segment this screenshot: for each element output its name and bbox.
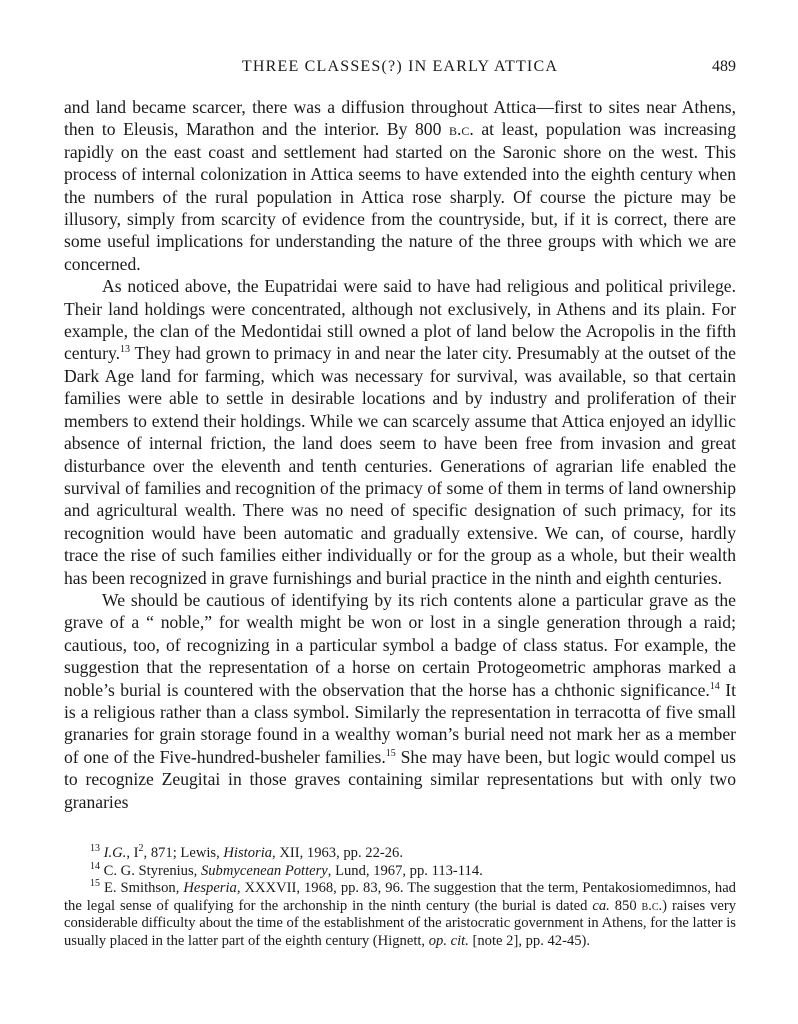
footnote-15-b: Hesperia [183,880,237,897]
footnote-15 [64,880,736,950]
era-abbrev: b.c. [448,119,474,140]
footnote-15-a: E. Smithson, [100,880,184,897]
body-text [64,96,736,813]
footnote-ref-15[interactable]: 15 [385,747,396,759]
paragraph-2 [64,275,736,589]
page-number: 489 [712,58,736,75]
footnote-14 [64,860,736,881]
paragraph-1 [64,96,736,275]
footnote-15-c: , XXXVII, 1968, pp. 83, 96. The suggestion that the term, Pentakosiomedimnos, had the legal sense of qualifying for the archonship in the ninth century (the burial is dated [64,880,736,914]
paragraph-1-text-a: and land became scarcer, there was a diffusion throughout Attica—first to sites near Athens, then to Eleusis, Marathon and the interior. By 800 [64,97,736,140]
footnote-13-d: Historia [223,845,273,861]
footnotes [64,845,736,951]
footnote-13-e: , XII, 1963, pp. 22-26. [272,845,403,861]
page-header [64,58,736,82]
footnote-13-a: I.G. [103,845,127,861]
footnote-15-d: ca. [592,897,610,914]
footnote-15-i: [note 2], pp. 42-45). [468,932,591,949]
footnote-13-number: 13 [90,843,100,855]
paragraph-3-text-a: We should be cautious of identifying by its rich contents alone a particular grave as the grave of a “ noble,” for wealth might be won or lost in a single generation through a raid; cautious, too, of recognizing in a particular symbol a badge of class status. For example, the suggestion that the representation of a horse on certain Protogeometric amphoras marked a noble’s burial is countered with the observation that the horse has a chthonic significance. [64,589,736,700]
paragraph-1-text-b: at least, population was increasing rapidly on the east coast and settlement had started on the Saronic shore on the west. This process of internal colonization in Attica seems to have extended into the eighth century when the numbers of the rural population in Attica rose sharply. Of course the picture may be illusory, simply from scarcity of evidence from the countryside, but, if it is correct, there are some useful implications for understanding the nature of the three groups with which we are concerned. [64,119,736,274]
footnote-13-sup: 2 [138,843,144,855]
paragraph-3-text-b: It is a religious rather than a class symbol. Similarly the representation in terracotta of five small granaries for grain storage found in a wealthy woman’s burial need not mark her as a member of one of the Five-hundred-busheler families. [64,679,736,767]
paragraph-3-text-c: She may have been, but logic would compel us to recognize Zeugitai in those graves containing similar representations but with only two granaries [64,746,736,812]
footnote-13-b: , I [126,845,139,861]
footnote-13 [64,845,736,863]
footnote-15-h: op. cit. [428,932,469,949]
footnote-14-a: C. G. Styrenius, [100,862,201,879]
paragraph-3 [64,589,736,813]
footnote-14-c: , Lund, 1967, pp. 113-114. [327,862,483,879]
footnote-13-c: , 871; Lewis, [143,845,224,861]
footnote-15-number: 15 [90,878,100,890]
running-head: THREE CLASSES(?) IN EARLY ATTICA [241,58,559,75]
footnote-14-b: Submycenean Pottery [200,862,328,879]
footnote-ref-13[interactable]: 13 [120,344,131,356]
paragraph-2-text-a: As noticed above, the Eupatridai were said to have had religious and political privilege. Their land holdings were concentrated, although not exclusively, in Athens and its plain. For example, the clan of the Medontidai still owned a plot of land below the Acropolis in the fifth century. [64,276,736,364]
footnote-ref-14[interactable]: 14 [709,680,720,692]
footnote-14-number: 14 [90,860,100,872]
footnote-15-f: b.c. [641,897,663,914]
paragraph-2-text-b: They had grown to primacy in and near the later city. Presumably at the outset of the Dark Age land for farming, which was necessary for survival, was available, so that certain families were able to settle in desirable locations and by industry and proliferation of their members to extend their holdings. While we can scarcely assume that Attica enjoyed an idyllic absence of internal friction, the land does seem to have been free from invasion and great disturbance over the eleventh and tenth centuries. Generations of agrarian life enabled the survival of families and recognition of the primacy of some of them in terms of land ownership and agricultural wealth. There was no need of specific designation of such primacy, for its recognition would have been automatic and gradually extensive. We can, of course, hardly trace the rise of such families either individually or for the group as a whole, but their wealth has been recognized in grave furnishings and burial practice in the ninth and eighth centuries. [64,343,736,588]
footnote-15-e: 850 [609,897,642,914]
footnote-15-g: ) raises very considerable difficulty about the time of the establishment of the aristocratic government in Athens, for the latter is usually placed in the latter part of the eighth century (Hignett, [64,897,737,949]
